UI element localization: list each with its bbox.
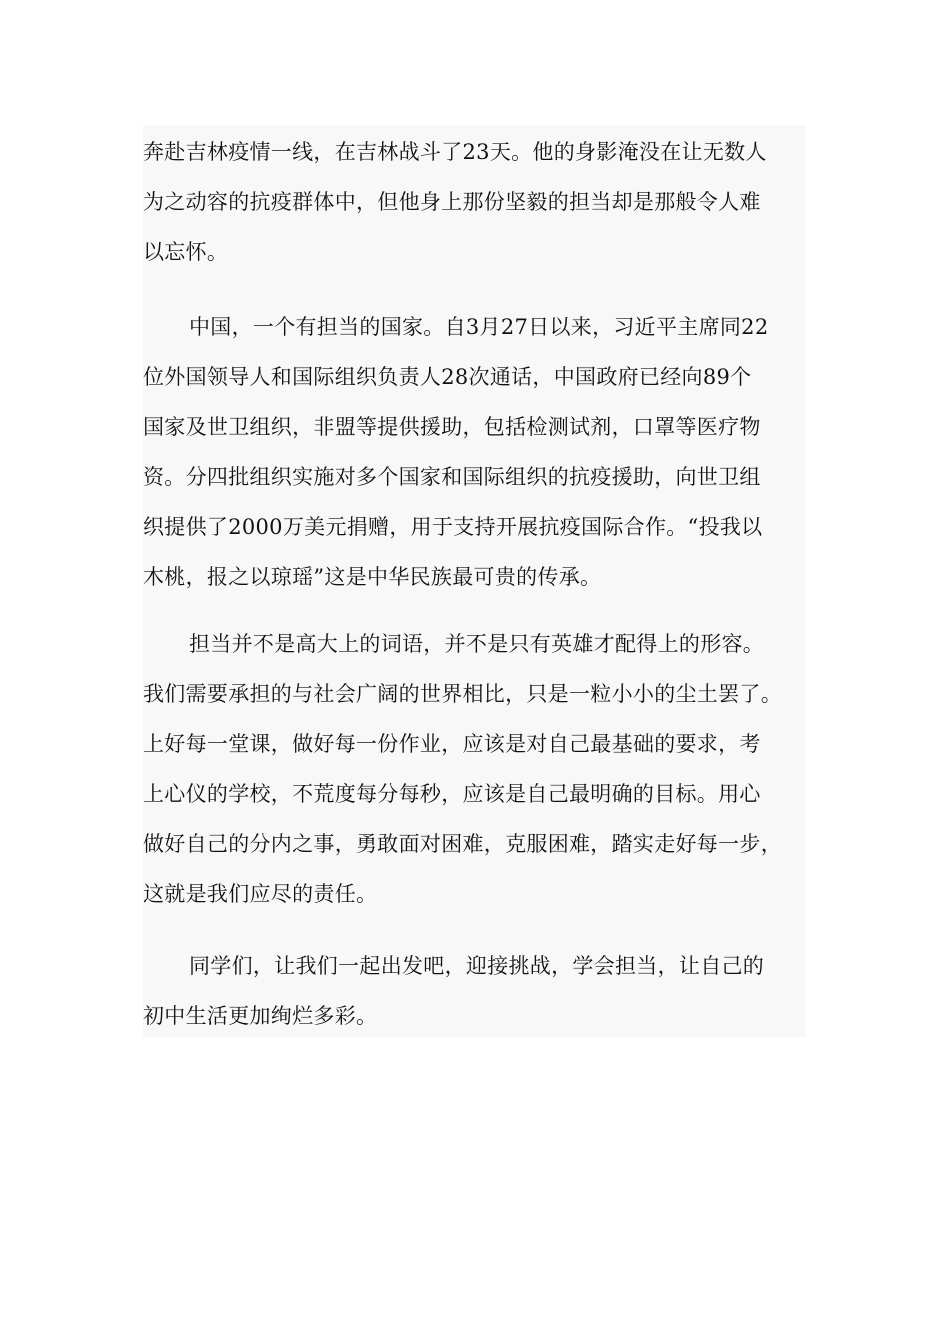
text-line: 初中生活更加绚烂多彩。 <box>143 1004 378 1028</box>
text-line: 为之动容的抗疫群体中，但他身上那份坚毅的担当却是那般令人难 <box>143 190 761 214</box>
text-line: 位外国领导人和国际组织负责人28次通话，中国政府已经向89个 <box>143 365 752 389</box>
text-line: 以忘怀。 <box>143 240 229 264</box>
text-line: 我们需要承担的与社会广阔的世界相比，只是一粒小小的尘土罢了。 <box>143 682 782 706</box>
essay-text-block <box>143 125 806 1037</box>
text-line: 同学们，让我们一起出发吧，迎接挑战，学会担当，让自己的 <box>189 954 765 978</box>
paragraph-2 <box>143 302 823 602</box>
text-line: 上好每一堂课，做好每一份作业，应该是对自己最基础的要求，考 <box>143 732 761 756</box>
text-line: 做好自己的分内之事，勇敢面对困难，克服困难，踏实走好每一步， <box>143 832 782 856</box>
text-line: 奔赴吉林疫情一线，在吉林战斗了23天。他的身影淹没在让无数人 <box>143 140 767 164</box>
text-line: 这就是我们应尽的责任。 <box>143 882 378 906</box>
text-line: 担当并不是高大上的词语，并不是只有英雄才配得上的形容。 <box>189 632 765 656</box>
text-line: 中国，一个有担当的国家。自3月27日以来，习近平主席同22 <box>189 315 769 339</box>
text-line: 织提供了2000万美元捐赠，用于支持开展抗疫国际合作。“投我以 <box>143 515 763 539</box>
paragraph-4 <box>143 941 823 1041</box>
text-line: 资。分四批组织实施对多个国家和国际组织的抗疫援助，向世卫组 <box>143 465 761 489</box>
text-line: 上心仪的学校，不荒度每分每秒，应该是自己最明确的目标。用心 <box>143 782 761 806</box>
paragraph-3 <box>143 619 823 919</box>
text-line: 木桃，报之以琼瑶”这是中华民族最可贵的传承。 <box>143 565 602 589</box>
paragraph-1 <box>143 127 823 277</box>
text-line: 国家及世卫组织，非盟等提供援助，包括检测试剂，口罩等医疗物 <box>143 415 761 439</box>
